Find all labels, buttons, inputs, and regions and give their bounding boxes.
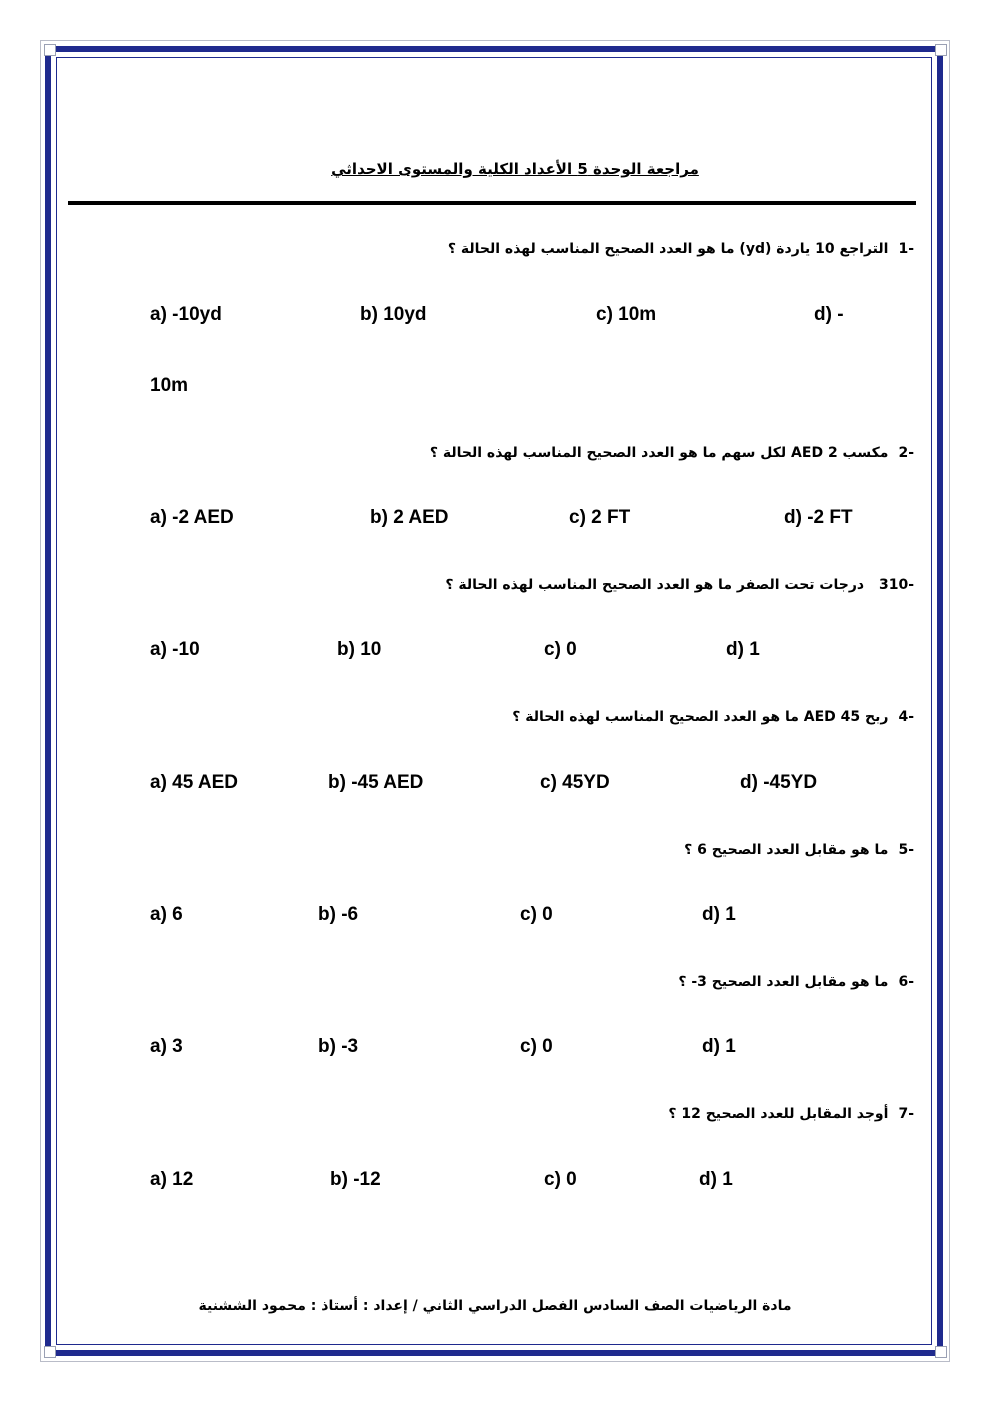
option-c: c) 0 <box>520 904 553 925</box>
option-a: a) 6 <box>150 904 183 925</box>
option-b: b) 2 AED <box>370 507 449 528</box>
question-7 <box>134 1106 914 1122</box>
option-d-wrap: 10m <box>150 375 189 396</box>
option-d: d) 1 <box>702 1036 736 1057</box>
page-title: مراجعة الوحدة 5 الأعداد الكلية والمستوى الاحداثي <box>331 160 699 178</box>
question-number: -4 <box>898 709 914 725</box>
question-number: -7 <box>898 1106 914 1122</box>
question-text: ما هو مقابل العدد الصحيح 6 ؟ <box>684 842 889 858</box>
question-2 <box>134 445 914 461</box>
option-c: c) 10m <box>596 304 657 325</box>
option-a: a) 12 <box>150 1169 194 1190</box>
question-text: مكسب AED 2 لكل سهم ما هو العدد الصحيح المناسب لهذه الحالة ؟ <box>429 445 889 461</box>
option-d: d) -45YD <box>740 772 818 793</box>
border-corner <box>44 44 56 56</box>
option-b: b) 10yd <box>360 304 427 325</box>
option-c: c) 0 <box>520 1036 553 1057</box>
option-b: b) -45 AED <box>328 772 424 793</box>
option-c: c) 2 FT <box>569 507 631 528</box>
option-b: b) -6 <box>318 904 359 925</box>
option-d: d) - <box>814 304 844 325</box>
question-number: -6 <box>898 974 914 990</box>
question-number: -3 <box>878 577 914 593</box>
question-text: أوجد المقابل للعدد الصحيح 12 ؟ <box>668 1106 889 1122</box>
question-text: ربح AED 45 ما هو العدد الصحيح المناسب لهذه الحالة ؟ <box>512 709 889 725</box>
question-text: 10 درجات تحت الصفر ما هو العدد الصحيح المناسب لهذه الحالة ؟ <box>445 577 909 593</box>
option-d: d) 1 <box>699 1169 733 1190</box>
option-a: a) 45 AED <box>150 772 238 793</box>
option-b: b) 10 <box>337 639 382 660</box>
option-a: a) -2 AED <box>150 507 234 528</box>
option-c: c) 0 <box>544 1169 577 1190</box>
border-corner <box>44 1346 56 1358</box>
option-d: d) 1 <box>702 904 736 925</box>
option-a: a) 3 <box>150 1036 183 1057</box>
question-number: -5 <box>898 842 914 858</box>
option-c: c) 0 <box>544 639 577 660</box>
title-divider <box>68 201 916 205</box>
option-b: b) -3 <box>318 1036 359 1057</box>
question-6 <box>134 974 914 990</box>
border-corner <box>935 1346 947 1358</box>
option-b: b) -12 <box>330 1169 381 1190</box>
question-4 <box>134 709 914 725</box>
option-d: d) -2 FT <box>784 507 853 528</box>
question-number: -1 <box>898 241 914 257</box>
option-c: c) 45YD <box>540 772 610 793</box>
option-d: d) 1 <box>726 639 760 660</box>
border-corner <box>935 44 947 56</box>
question-5 <box>134 842 914 858</box>
option-a: a) -10 <box>150 639 200 660</box>
question-number: -2 <box>898 445 914 461</box>
page-footer: مادة الرياضيات الصف السادس الفصل الدراسي الثاني / إعداد : أستاذ : محمود الششنية <box>198 1298 792 1314</box>
question-text: التراجع 10 ياردة (yd) ما هو العدد الصحيح المناسب لهذه الحالة ؟ <box>447 241 889 257</box>
question-text: ما هو مقابل العدد الصحيح 3- ؟ <box>678 974 889 990</box>
option-a: a) -10yd <box>150 304 222 325</box>
question-3 <box>134 577 914 593</box>
question-1 <box>134 241 914 257</box>
